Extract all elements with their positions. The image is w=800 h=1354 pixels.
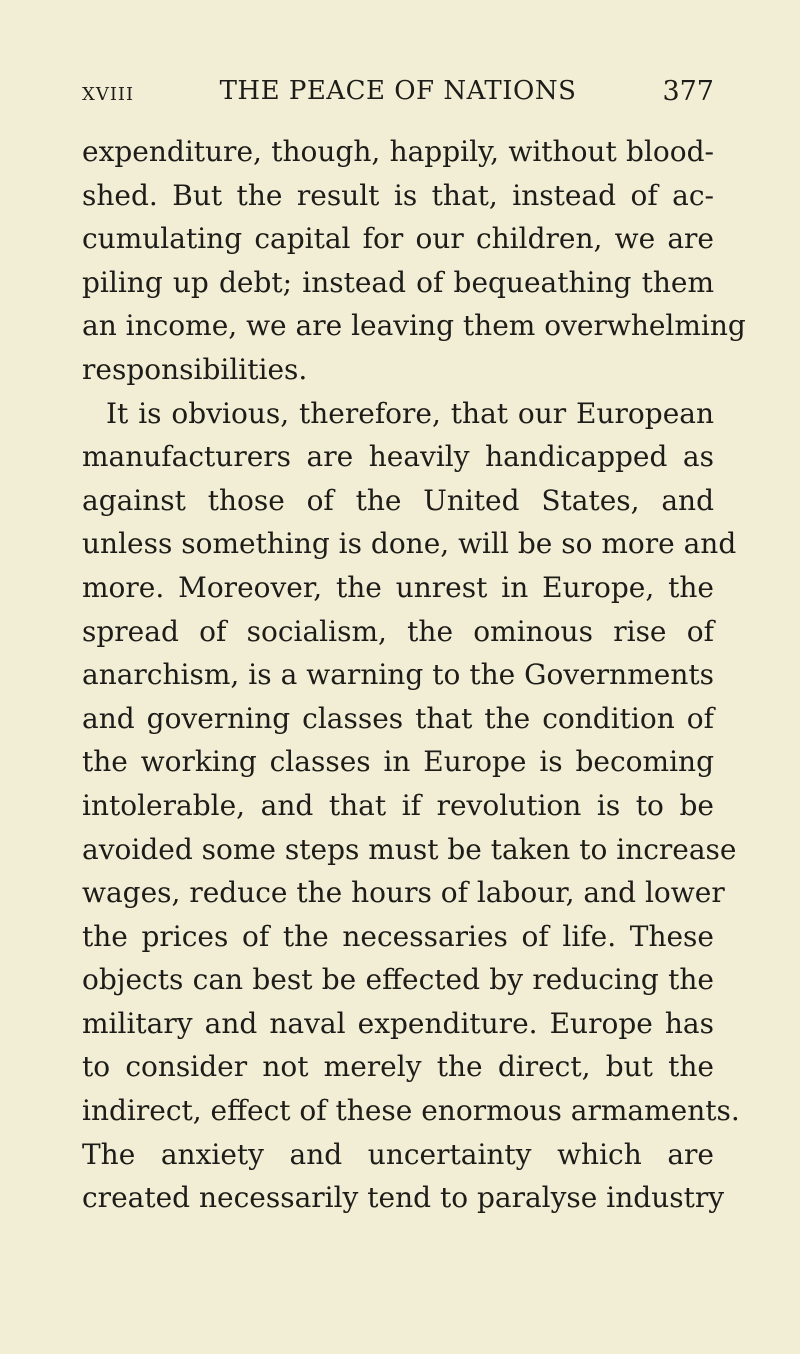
text-line: unless something is done, will be so more and [82,527,737,561]
body-text [82,130,746,1220]
text-line: against those of the United States, and [82,483,714,517]
text-line: shed. But the result is that, instead of ac- [82,178,714,212]
text-line: It is obvious, therefore, that our European [106,396,714,430]
text-line: piling up debt; instead of bequeathing them [82,265,714,299]
text-line: cumulating capital for our children, we are [82,222,714,256]
running-title: THE PEACE OF NATIONS [219,76,577,106]
text-line: an income, we are leaving them overwhelming [82,309,746,343]
text-line: The anxiety and uncertainty which are [82,1137,714,1171]
text-line: avoided some steps must be taken to increase [82,832,737,866]
text-line: the working classes in Europe is becoming [82,745,714,779]
text-line: and governing classes that the condition of [82,701,714,735]
text-line: spread of socialism, the ominous rise of [82,614,714,648]
text-line: more. Moreover, the unrest in Europe, the [82,570,714,604]
chapter-number: XVIII [82,84,135,105]
page-number: 377 [662,76,714,107]
text-line: to consider not merely the direct, but the [82,1050,714,1084]
text-line: manufacturers are heavily handicapped as [82,440,714,474]
text-line: indirect, effect of these enormous armaments. [82,1094,740,1128]
text-line: military and naval expenditure. Europe has [82,1006,714,1040]
text-line: wages, reduce the hours of labour, and lower [82,876,725,910]
text-line: responsibilities. [82,352,308,386]
text-line: expenditure, though, happily, without blood- [82,135,714,168]
text-line: created necessarily tend to paralyse industry [82,1181,725,1215]
text-line: objects can best be effected by reducing the [82,963,714,997]
text-line: anarchism, is a warning to the Governments [82,658,714,692]
text-line: intolerable, and that if revolution is to be [82,788,714,822]
running-head [82,76,714,116]
text-line: the prices of the necessaries of life. These [82,919,714,953]
